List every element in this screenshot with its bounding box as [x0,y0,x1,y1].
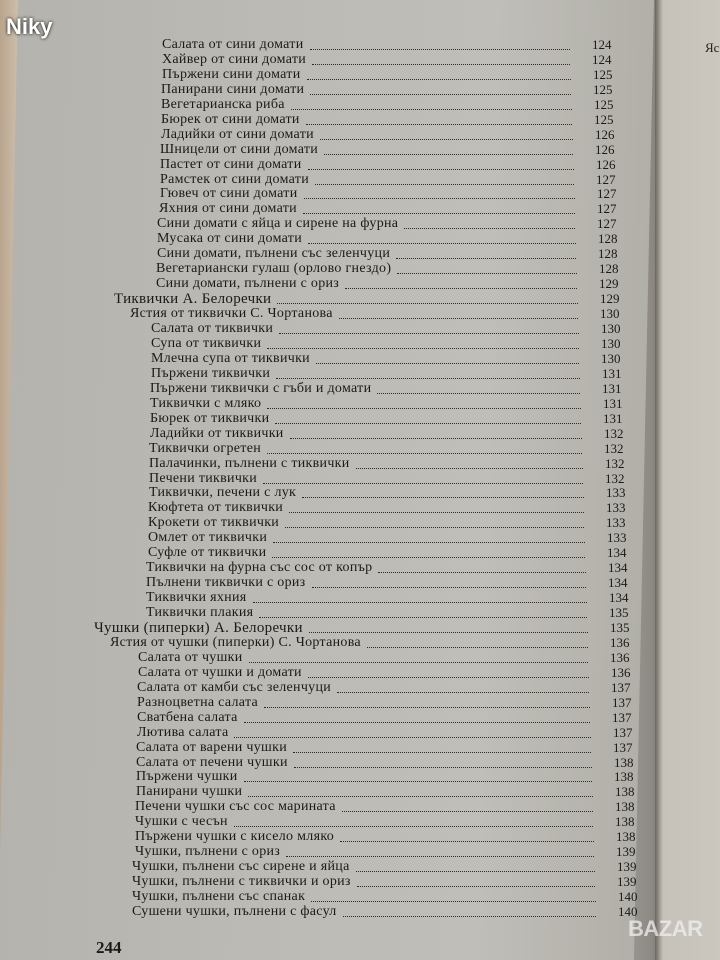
dot-leader [357,874,595,887]
toc-entry-title: Пържени тиквички [151,365,271,381]
toc-entry-page: 131 [602,380,622,396]
toc-entry [161,82,621,98]
dot-leader [303,201,575,214]
toc-entry-title: Ястия от тиквички С. Чортанова [130,306,333,322]
toc-entry-page: 132 [604,425,624,441]
toc-entry-page: 130 [601,321,621,337]
dot-leader [367,635,588,648]
toc-entry-title: Хайвер от сини домати [162,51,307,67]
toc-entry-page: 132 [605,455,625,471]
dot-leader [310,82,571,95]
toc-entry-page: 133 [606,515,626,531]
toc-entry-title: Пържени чушки [136,769,238,785]
dot-leader [312,575,586,588]
toc-entry-page: 133 [607,530,627,546]
toc-entry-page: 138 [615,814,635,830]
toc-entry-title: Кюфтета от тиквички [148,500,284,516]
toc-entry-title: Ладийки от тиквички [150,425,284,441]
toc-entry [135,829,644,845]
toc-entry [150,381,630,397]
toc-entry-title: Панирани сини домати [161,81,305,97]
toc-entry-title: Тиквички яхния [146,590,247,606]
toc-entry-page: 137 [613,739,633,755]
toc-entry [161,127,623,143]
toc-entry-page: 134 [608,560,628,576]
toc-entry-title: Салата от сини домати [162,37,304,52]
toc-entry [132,874,645,890]
toc-entry-title: Салата от печени чушки [136,754,288,770]
toc-entry-title: Чушки (пиперки) А. Белоречки [94,619,303,636]
toc-entry [135,844,644,860]
toc-entry-title: Бюрек от тиквички [150,410,270,426]
seller-logo: Niky [6,14,53,39]
toc-entry-title: Крокети от тиквички [148,515,280,531]
toc-entry-page: 139 [617,874,637,890]
toc-entry-page: 136 [610,649,630,665]
toc-entry-title: Супа от тиквички [151,335,262,351]
toc-entry [151,351,629,367]
toc-entry-page: 131 [602,365,622,381]
dot-leader [339,306,578,319]
toc-entry [161,97,622,113]
toc-entry [149,456,633,472]
dot-leader [275,411,581,424]
toc-entry-page: 128 [598,231,618,247]
dot-leader [244,710,590,723]
toc-entry-page: 128 [598,246,618,262]
dot-leader [290,426,582,439]
toc-entry-page: 129 [599,276,619,292]
toc-entry-page: 137 [612,709,632,725]
toc-entry-page: 135 [610,619,630,635]
toc-entry [130,306,628,322]
toc-entry-page: 130 [601,350,621,366]
toc-entry-title: Млечна супа от тиквички [151,350,310,366]
toc-entry [162,52,620,68]
toc-entry-page: 124 [592,37,612,52]
toc-entry-title: Сини домати с яйца и сирене на фурна [157,216,399,232]
dot-leader [294,755,592,768]
toc-entry-title: Палачинки, пълнени с тиквички [149,455,350,471]
toc-entry-title: Тиквички плакия [146,605,254,621]
dot-leader [302,485,584,498]
toc-entry-page: 138 [614,769,634,785]
dot-leader [320,127,573,140]
dot-leader [279,321,579,334]
toc-entry-page: 130 [601,335,621,351]
toc-entry [150,426,632,442]
toc-entry [149,485,634,501]
toc-entry [146,560,636,576]
toc-entry-title: Чушки, пълнени със спанак [132,889,306,905]
page-number: 244 [96,938,122,957]
toc-entry-page: 129 [600,291,620,307]
toc-entry [159,201,625,217]
toc-entry-page: 138 [614,754,634,770]
toc-entry-title: Суфле от тиквички [148,545,267,561]
toc-entry [149,441,632,457]
toc-entry-page: 128 [599,261,619,277]
toc-entry [157,216,625,232]
toc-entry-page: 131 [603,410,623,426]
dot-leader [277,291,578,304]
toc-entry-title: Салата от варени чушки [136,739,288,755]
toc-entry-title: Чушки, пълнени с тиквички и ориз [132,874,351,890]
dot-leader [309,620,588,633]
toc-entry [110,635,638,651]
toc-entry-title: Чушки с чесън [135,814,228,830]
toc-entry [160,186,625,202]
dot-leader [234,814,593,827]
toc-entry-page: 133 [606,485,626,501]
dot-leader [404,216,575,229]
toc-entry [151,366,630,382]
toc-entry-page: 136 [610,634,630,650]
toc-entry-title: Шницели от сини домати [160,141,319,157]
toc-entry-title: Салата от чушки и домати [138,664,302,680]
dot-leader [291,97,572,110]
dot-leader [276,366,580,379]
toc-entry-title: Пълнени тиквички с ориз [146,575,306,591]
toc-entry [114,291,628,307]
dot-leader [377,381,580,394]
dot-leader [259,605,587,618]
toc-entry-title: Тиквички А. Белоречки [114,291,272,308]
dot-leader [311,889,596,902]
toc-entry-page: 126 [595,126,615,142]
dot-leader [267,441,582,454]
toc-entry-title: Пастет от сини домати [160,156,302,172]
dot-leader [267,396,581,409]
dot-leader [315,172,574,185]
toc-entry [162,37,620,53]
toc-entry-page: 133 [606,500,626,516]
toc-entry [148,530,635,546]
toc-entry-page: 137 [613,724,633,740]
toc-entry-page: 137 [611,679,631,695]
toc-entry-page: 134 [609,590,629,606]
toc-entry [146,575,636,591]
toc-entry-page: 127 [597,216,617,232]
toc-entry [132,904,646,920]
dot-leader [378,560,586,573]
toc-entry [137,680,639,696]
toc-entry [148,515,634,531]
toc-entry-title: Разноцветна салата [137,694,259,710]
dot-leader [312,52,570,65]
toc-entry-title: Салата от тиквички [151,321,274,337]
toc-entry-page: 124 [592,51,612,67]
dot-leader [289,500,584,513]
dot-leader [308,665,589,678]
toc-entry-page: 138 [615,799,635,815]
toc-entry-title: Салата от камби със зеленчуци [137,679,332,695]
toc-entry-page: 139 [616,844,636,860]
dot-leader [267,336,579,349]
dot-leader [249,650,588,663]
toc-entry-title: Печени тиквички [149,470,258,486]
toc-entry [146,605,637,621]
dot-leader [345,276,577,289]
dot-leader [285,515,584,528]
dot-leader [337,680,589,693]
toc-entry-title: Тиквички на фурна със сос от копър [146,560,373,576]
toc-entry-title: Ладийки от сини домати [161,126,314,142]
toc-entry-title: Яхния от сини домати [159,201,297,217]
toc-entry-title: Мусака от сини домати [157,231,303,247]
toc-entry-title: Пържени тиквички с гъби и домати [150,380,372,396]
dot-leader [304,186,576,199]
dot-leader [308,231,576,244]
toc-entry-page: 139 [617,859,637,875]
toc-entry-page: 140 [618,889,638,905]
toc-entry-title: Вегетариански гулаш (орлово гнездо) [156,261,392,277]
toc-entry-page: 135 [609,605,629,621]
dot-leader [244,769,592,782]
dot-leader [273,530,585,543]
toc-entry-page: 125 [594,111,614,127]
dot-leader [253,590,588,603]
toc-entry [146,590,637,606]
toc-entry-title: Бюрек от сини домати [161,111,300,127]
toc-entry-title: Сини домати, пълнени с ориз [156,276,340,292]
toc-entry-title: Тиквички огретен [149,440,262,456]
toc-entry-title: Сватбена салата [137,709,238,725]
dot-leader [396,246,576,259]
toc-entry [151,336,629,352]
toc-entry [138,650,638,666]
toc-entry-page: 137 [612,694,632,710]
toc-entry-page: 138 [616,829,636,845]
toc-entry [136,755,642,771]
watermark-logo: BAZAR [628,916,703,941]
toc-entry-page: 127 [596,171,616,187]
toc-entry [94,620,638,636]
toc-entry-page: 134 [608,575,628,591]
dot-leader [293,740,591,753]
toc-entry [148,545,635,561]
toc-entry-title: Чушки, пълнени със сирене и яйца [132,859,350,875]
toc-entry [156,276,627,292]
toc-entry-page: 125 [593,81,613,97]
toc-entry-page: 136 [611,664,631,680]
dot-leader [234,725,591,738]
toc-entry-title: Рамстек от сини домати [160,171,310,187]
toc-entry [132,889,646,905]
toc-entry [150,396,631,412]
toc-entry [137,695,640,711]
toc-entry-title: Гювеч от сини домати [160,186,298,202]
toc-entry [148,500,634,516]
toc-entry [135,814,643,830]
dot-leader [306,112,572,125]
toc-entry-title: Омлет от тиквички [148,530,268,546]
dot-leader [248,784,593,797]
dot-leader [307,67,571,80]
toc-entry-page: 138 [615,784,635,800]
toc-entry-page: 130 [600,306,620,322]
toc-entry-title: Сушени чушки, пълнени с фасул [132,904,337,919]
dot-leader [286,844,594,857]
toc-entry [136,769,642,785]
toc-entry [136,740,641,756]
dot-leader [308,157,575,170]
toc-entry [157,246,626,262]
toc-entry-title: Салата от чушки [138,649,243,665]
toc-entry-page: 132 [605,470,625,486]
toc-entry-title: Сини домати, пълнени със зеленчуци [157,246,391,262]
toc-entry-title: Панирани чушки [136,784,243,800]
toc-entry [151,321,629,337]
toc-entry [161,112,622,128]
toc-entry-title: Печени чушки със сос марината [135,799,336,815]
toc-entry-title: Пържени сини домати [162,66,301,82]
toc-entry [138,665,639,681]
toc-entry-title: Пържени чушки с кисело мляко [135,829,335,845]
toc-entry [160,142,623,158]
toc-entry [137,710,640,726]
toc-entry [149,471,633,487]
toc-entry [160,172,624,188]
toc-entry-page: 132 [604,440,624,456]
dot-leader [316,351,579,364]
dot-leader [272,545,585,558]
dot-leader [343,904,596,917]
toc-entry-title: Ястия от чушки (пиперки) С. Чортанова [110,634,361,650]
dot-leader [264,695,590,708]
toc-entry-title: Тиквички, печени с лук [149,485,297,501]
dot-leader [340,829,594,842]
toc-entry [162,67,621,83]
toc-entry-page: 125 [594,96,614,112]
toc-entry [136,784,643,800]
toc-entry-title: Вегетарианска риба [161,96,285,112]
toc-entry-title: Чушки, пълнени с ориз [135,844,281,860]
toc-entry-page: 125 [593,66,613,82]
toc-entry [160,157,624,173]
toc-entry-page: 126 [596,156,616,172]
toc-entry-title: Тиквички с мляко [150,395,262,411]
dot-leader [342,799,593,812]
dot-leader [263,471,583,484]
toc-entry-title: Лютива салата [137,724,229,740]
dot-leader [324,142,573,155]
toc-entry-page: 134 [607,545,627,561]
toc-entry [132,859,645,875]
toc-entry [137,725,641,741]
dot-leader [356,456,583,469]
dot-leader [397,261,577,274]
toc-entry-page: 127 [597,186,617,202]
dot-leader [356,859,595,872]
dot-leader [310,37,570,50]
toc-entry [150,411,631,427]
toc-entry-page: 126 [595,141,615,157]
toc-entry [157,231,626,247]
toc-entry-page: 127 [597,201,617,217]
next-page-fragment: Яс [705,40,720,55]
toc-entry-page: 140 [618,904,638,919]
toc-entry-page: 131 [603,395,623,411]
toc-entry [135,799,643,815]
toc-entry [156,261,627,277]
